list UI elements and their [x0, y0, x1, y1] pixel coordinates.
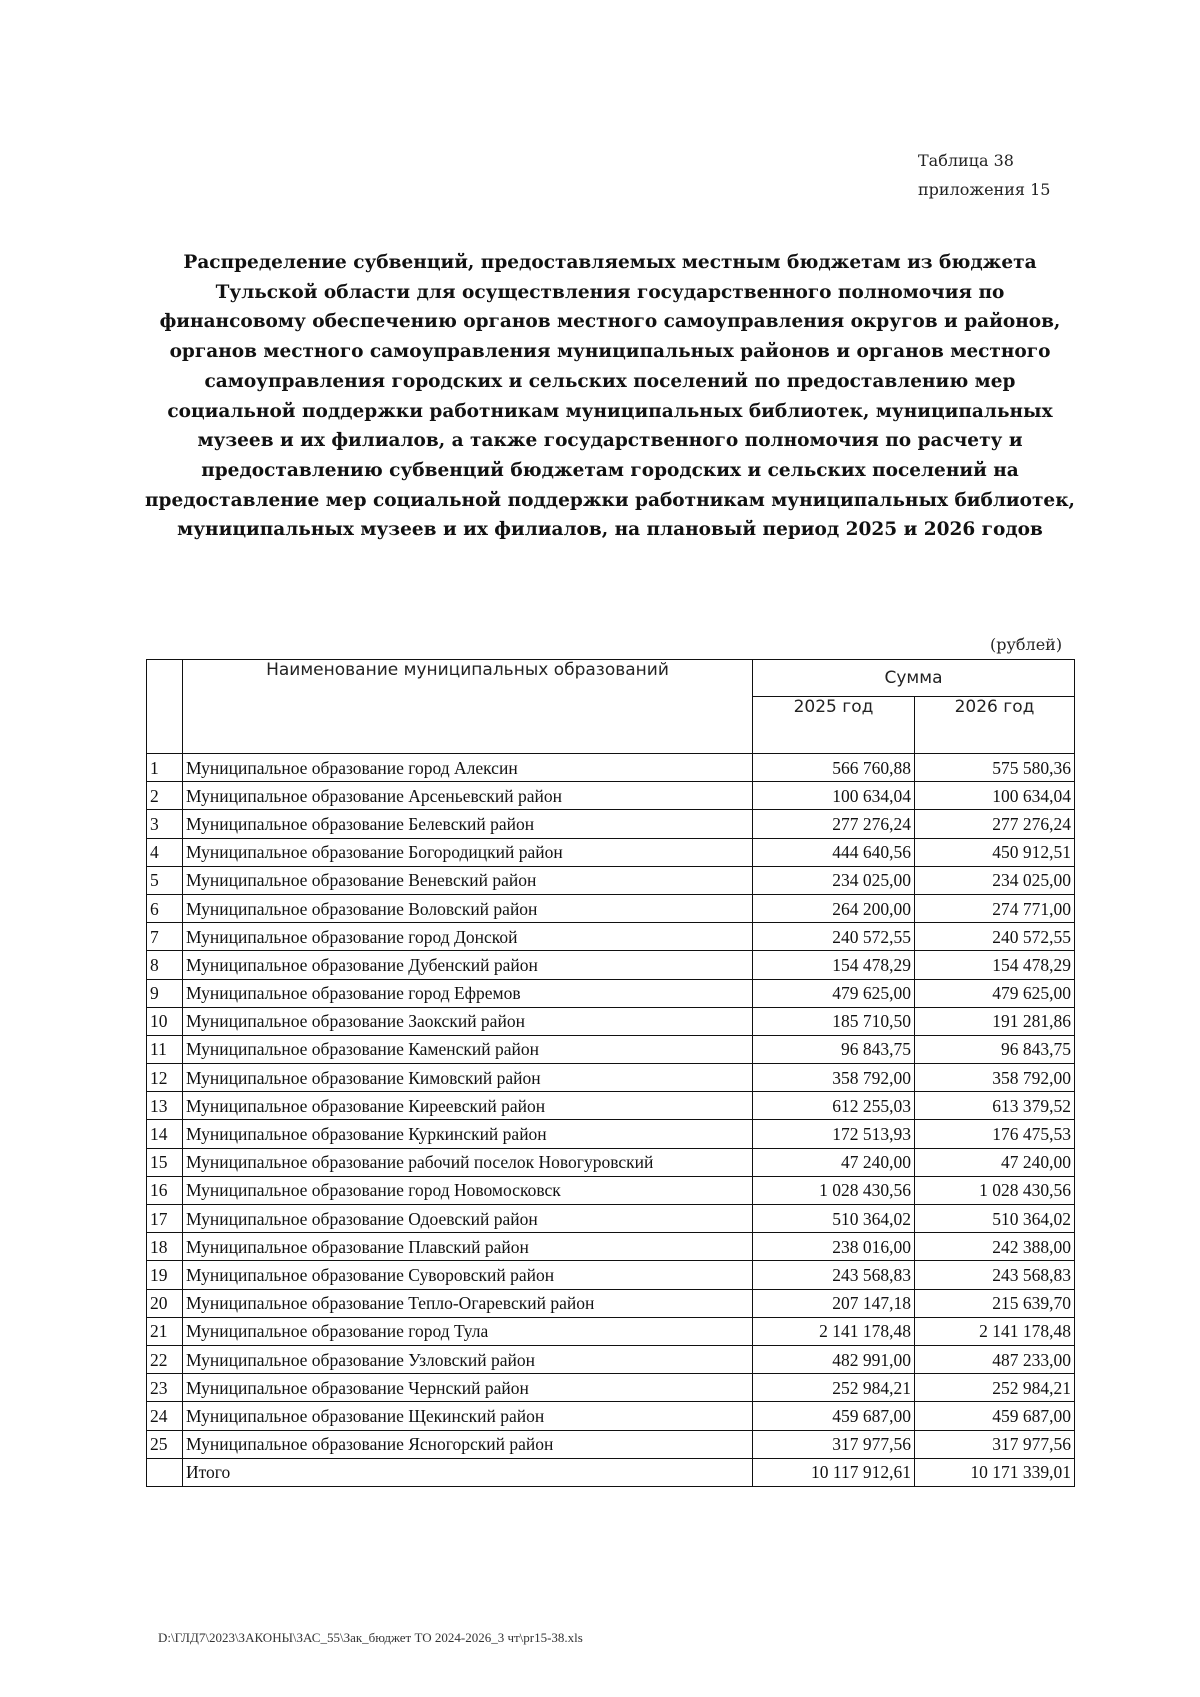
header-2026-cell: 2026 год [915, 697, 1075, 754]
table-row [147, 810, 1075, 838]
value-2026: 277 276,24 [915, 810, 1075, 838]
municipality-name: Муниципальное образование Щекинский район [183, 1402, 753, 1430]
table-row [147, 1120, 1075, 1148]
table-label: Таблица 38 [918, 151, 1014, 170]
value-2025: 154 478,29 [753, 951, 915, 979]
row-number: 1 [147, 754, 183, 782]
table-row [147, 782, 1075, 810]
value-2025: 252 984,21 [753, 1374, 915, 1402]
value-2025: 277 276,24 [753, 810, 915, 838]
table-row [147, 1148, 1075, 1176]
value-2026: 191 281,86 [915, 1007, 1075, 1035]
row-number: 14 [147, 1120, 183, 1148]
value-2025: 479 625,00 [753, 979, 915, 1007]
table-row [147, 1233, 1075, 1261]
row-number: 7 [147, 923, 183, 951]
row-number: 15 [147, 1148, 183, 1176]
table-row [147, 838, 1075, 866]
value-2026: 243 568,83 [915, 1261, 1075, 1289]
value-2026: 317 977,56 [915, 1430, 1075, 1458]
row-number: 12 [147, 1064, 183, 1092]
municipality-name: Муниципальное образование Ясногорский район [183, 1430, 753, 1458]
row-number: 2 [147, 782, 183, 810]
value-2026: 575 580,36 [915, 754, 1075, 782]
municipality-name: Муниципальное образование Кимовский район [183, 1064, 753, 1092]
row-number: 4 [147, 838, 183, 866]
municipality-name: Муниципальное образование город Алексин [183, 754, 753, 782]
municipality-name: Муниципальное образование Богородицкий район [183, 838, 753, 866]
municipality-name: Муниципальное образование Чернский район [183, 1374, 753, 1402]
municipality-name: Муниципальное образование Веневский район [183, 866, 753, 894]
municipality-name: Муниципальное образование рабочий поселок Новогуровский [183, 1148, 753, 1176]
value-2025: 358 792,00 [753, 1064, 915, 1092]
value-2025: 1 028 430,56 [753, 1176, 915, 1204]
row-number: 10 [147, 1007, 183, 1035]
total-row [147, 1458, 1075, 1486]
value-2026: 1 028 430,56 [915, 1176, 1075, 1204]
table-row [147, 1317, 1075, 1345]
row-number: 22 [147, 1345, 183, 1373]
total-label: Итого [183, 1458, 753, 1486]
table-row [147, 1007, 1075, 1035]
value-2025: 207 147,18 [753, 1289, 915, 1317]
row-number: 16 [147, 1176, 183, 1204]
row-number: 25 [147, 1430, 183, 1458]
row-number: 21 [147, 1317, 183, 1345]
value-2025: 47 240,00 [753, 1148, 915, 1176]
row-number: 13 [147, 1092, 183, 1120]
row-number: 24 [147, 1402, 183, 1430]
municipality-name: Муниципальное образование город Ефремов [183, 979, 753, 1007]
table-reference [918, 146, 1118, 204]
table-row [147, 894, 1075, 922]
total-2025: 10 117 912,61 [753, 1458, 915, 1486]
row-number: 23 [147, 1374, 183, 1402]
municipality-name: Муниципальное образование Одоевский район [183, 1205, 753, 1233]
row-number: 19 [147, 1261, 183, 1289]
municipality-name: Муниципальное образование Воловский район [183, 894, 753, 922]
value-2026: 613 379,52 [915, 1092, 1075, 1120]
value-2025: 172 513,93 [753, 1120, 915, 1148]
value-2026: 176 475,53 [915, 1120, 1075, 1148]
value-2025: 510 364,02 [753, 1205, 915, 1233]
value-2026: 242 388,00 [915, 1233, 1075, 1261]
row-number: 18 [147, 1233, 183, 1261]
municipality-name: Муниципальное образование Киреевский район [183, 1092, 753, 1120]
row-number: 9 [147, 979, 183, 1007]
table-row [147, 1035, 1075, 1063]
municipality-name: Муниципальное образование Арсеньевский район [183, 782, 753, 810]
municipality-name: Муниципальное образование Дубенский район [183, 951, 753, 979]
value-2025: 234 025,00 [753, 866, 915, 894]
municipality-name: Муниципальное образование Каменский район [183, 1035, 753, 1063]
table-row [147, 1205, 1075, 1233]
row-number: 8 [147, 951, 183, 979]
value-2026: 154 478,29 [915, 951, 1075, 979]
value-2026: 479 625,00 [915, 979, 1075, 1007]
value-2025: 264 200,00 [753, 894, 915, 922]
municipality-name: Муниципальное образование Белевский район [183, 810, 753, 838]
value-2025: 238 016,00 [753, 1233, 915, 1261]
value-2026: 96 843,75 [915, 1035, 1075, 1063]
value-2025: 482 991,00 [753, 1345, 915, 1373]
table-row [147, 1176, 1075, 1204]
row-number: 5 [147, 866, 183, 894]
table-row [147, 1261, 1075, 1289]
value-2025: 185 710,50 [753, 1007, 915, 1035]
table-row [147, 923, 1075, 951]
table-row [147, 979, 1075, 1007]
table-row [147, 866, 1075, 894]
row-number: 11 [147, 1035, 183, 1063]
municipality-name: Муниципальное образование Узловский район [183, 1345, 753, 1373]
value-2025: 317 977,56 [753, 1430, 915, 1458]
value-2025: 240 572,55 [753, 923, 915, 951]
value-2025: 459 687,00 [753, 1402, 915, 1430]
row-number: 3 [147, 810, 183, 838]
municipality-name: Муниципальное образование Куркинский район [183, 1120, 753, 1148]
table-row [147, 951, 1075, 979]
header-2025-cell: 2025 год [753, 697, 915, 754]
value-2025: 2 141 178,48 [753, 1317, 915, 1345]
table-row [147, 1064, 1075, 1092]
municipality-name: Муниципальное образование город Тула [183, 1317, 753, 1345]
header-num-cell [147, 660, 183, 754]
value-2026: 358 792,00 [915, 1064, 1075, 1092]
value-2026: 240 572,55 [915, 923, 1075, 951]
value-2026: 100 634,04 [915, 782, 1075, 810]
table-row [147, 1430, 1075, 1458]
header-sum-cell: Сумма [753, 660, 1075, 697]
value-2026: 274 771,00 [915, 894, 1075, 922]
municipality-name: Муниципальное образование Плавский район [183, 1233, 753, 1261]
value-2026: 47 240,00 [915, 1148, 1075, 1176]
table-row [147, 1289, 1075, 1317]
row-number: 6 [147, 894, 183, 922]
units-label: (рублей) [990, 635, 1063, 654]
value-2025: 96 843,75 [753, 1035, 915, 1063]
appendix-label: приложения 15 [918, 180, 1051, 199]
value-2025: 566 760,88 [753, 754, 915, 782]
document-title: Распределение субвенций, предоставляемых местным бюджетам из бюджета Тульской области для осуществления государственного полномочия по финансовому обеспечению органов местного самоуправления округов и районов, органов местного самоуправления муниципальных районов и органов местного самоуправления городских и сельских поселений по предоставлению мер социальной поддержки работникам муниципальных библиотек, муниципальных музеев и их филиалов, а также государственного полномочия по расчету и предоставлению субвенций бюджетам городских и сельских поселений на предоставление мер социальной поддержки работникам муниципальных библиотек, муниципальных музеев и их филиалов, на плановый период 2025 и 2026 годов [144, 252, 1076, 541]
value-2025: 612 255,03 [753, 1092, 915, 1120]
total-num-cell [147, 1458, 183, 1486]
table-row [147, 1402, 1075, 1430]
header-name-cell: Наименование муниципальных образований [183, 660, 753, 754]
value-2026: 215 639,70 [915, 1289, 1075, 1317]
file-path-footer: D:\ГЛД7\2023\ЗАКОНЫ\ЗАС_55\Зак_бюджет ТО 2024-2026_3 чт\pr15-38.xls [158, 1630, 583, 1645]
municipality-name: Муниципальное образование Суворовский район [183, 1261, 753, 1289]
total-2026: 10 171 339,01 [915, 1458, 1075, 1486]
value-2025: 243 568,83 [753, 1261, 915, 1289]
value-2026: 234 025,00 [915, 866, 1075, 894]
table-row [147, 1092, 1075, 1120]
value-2026: 252 984,21 [915, 1374, 1075, 1402]
value-2026: 510 364,02 [915, 1205, 1075, 1233]
municipality-name: Муниципальное образование Заокский район [183, 1007, 753, 1035]
table-row [147, 754, 1075, 782]
value-2026: 450 912,51 [915, 838, 1075, 866]
value-2025: 444 640,56 [753, 838, 915, 866]
value-2026: 487 233,00 [915, 1345, 1075, 1373]
table-row [147, 1374, 1075, 1402]
table-row [147, 1345, 1075, 1373]
value-2025: 100 634,04 [753, 782, 915, 810]
row-number: 20 [147, 1289, 183, 1317]
municipality-name: Муниципальное образование город Донской [183, 923, 753, 951]
row-number: 17 [147, 1205, 183, 1233]
value-2026: 2 141 178,48 [915, 1317, 1075, 1345]
municipality-name: Муниципальное образование город Новомосковск [183, 1176, 753, 1204]
value-2026: 459 687,00 [915, 1402, 1075, 1430]
municipality-name: Муниципальное образование Тепло-Огаревский район [183, 1289, 753, 1317]
subsidy-table [146, 659, 1075, 1487]
table-body [147, 754, 1075, 1459]
